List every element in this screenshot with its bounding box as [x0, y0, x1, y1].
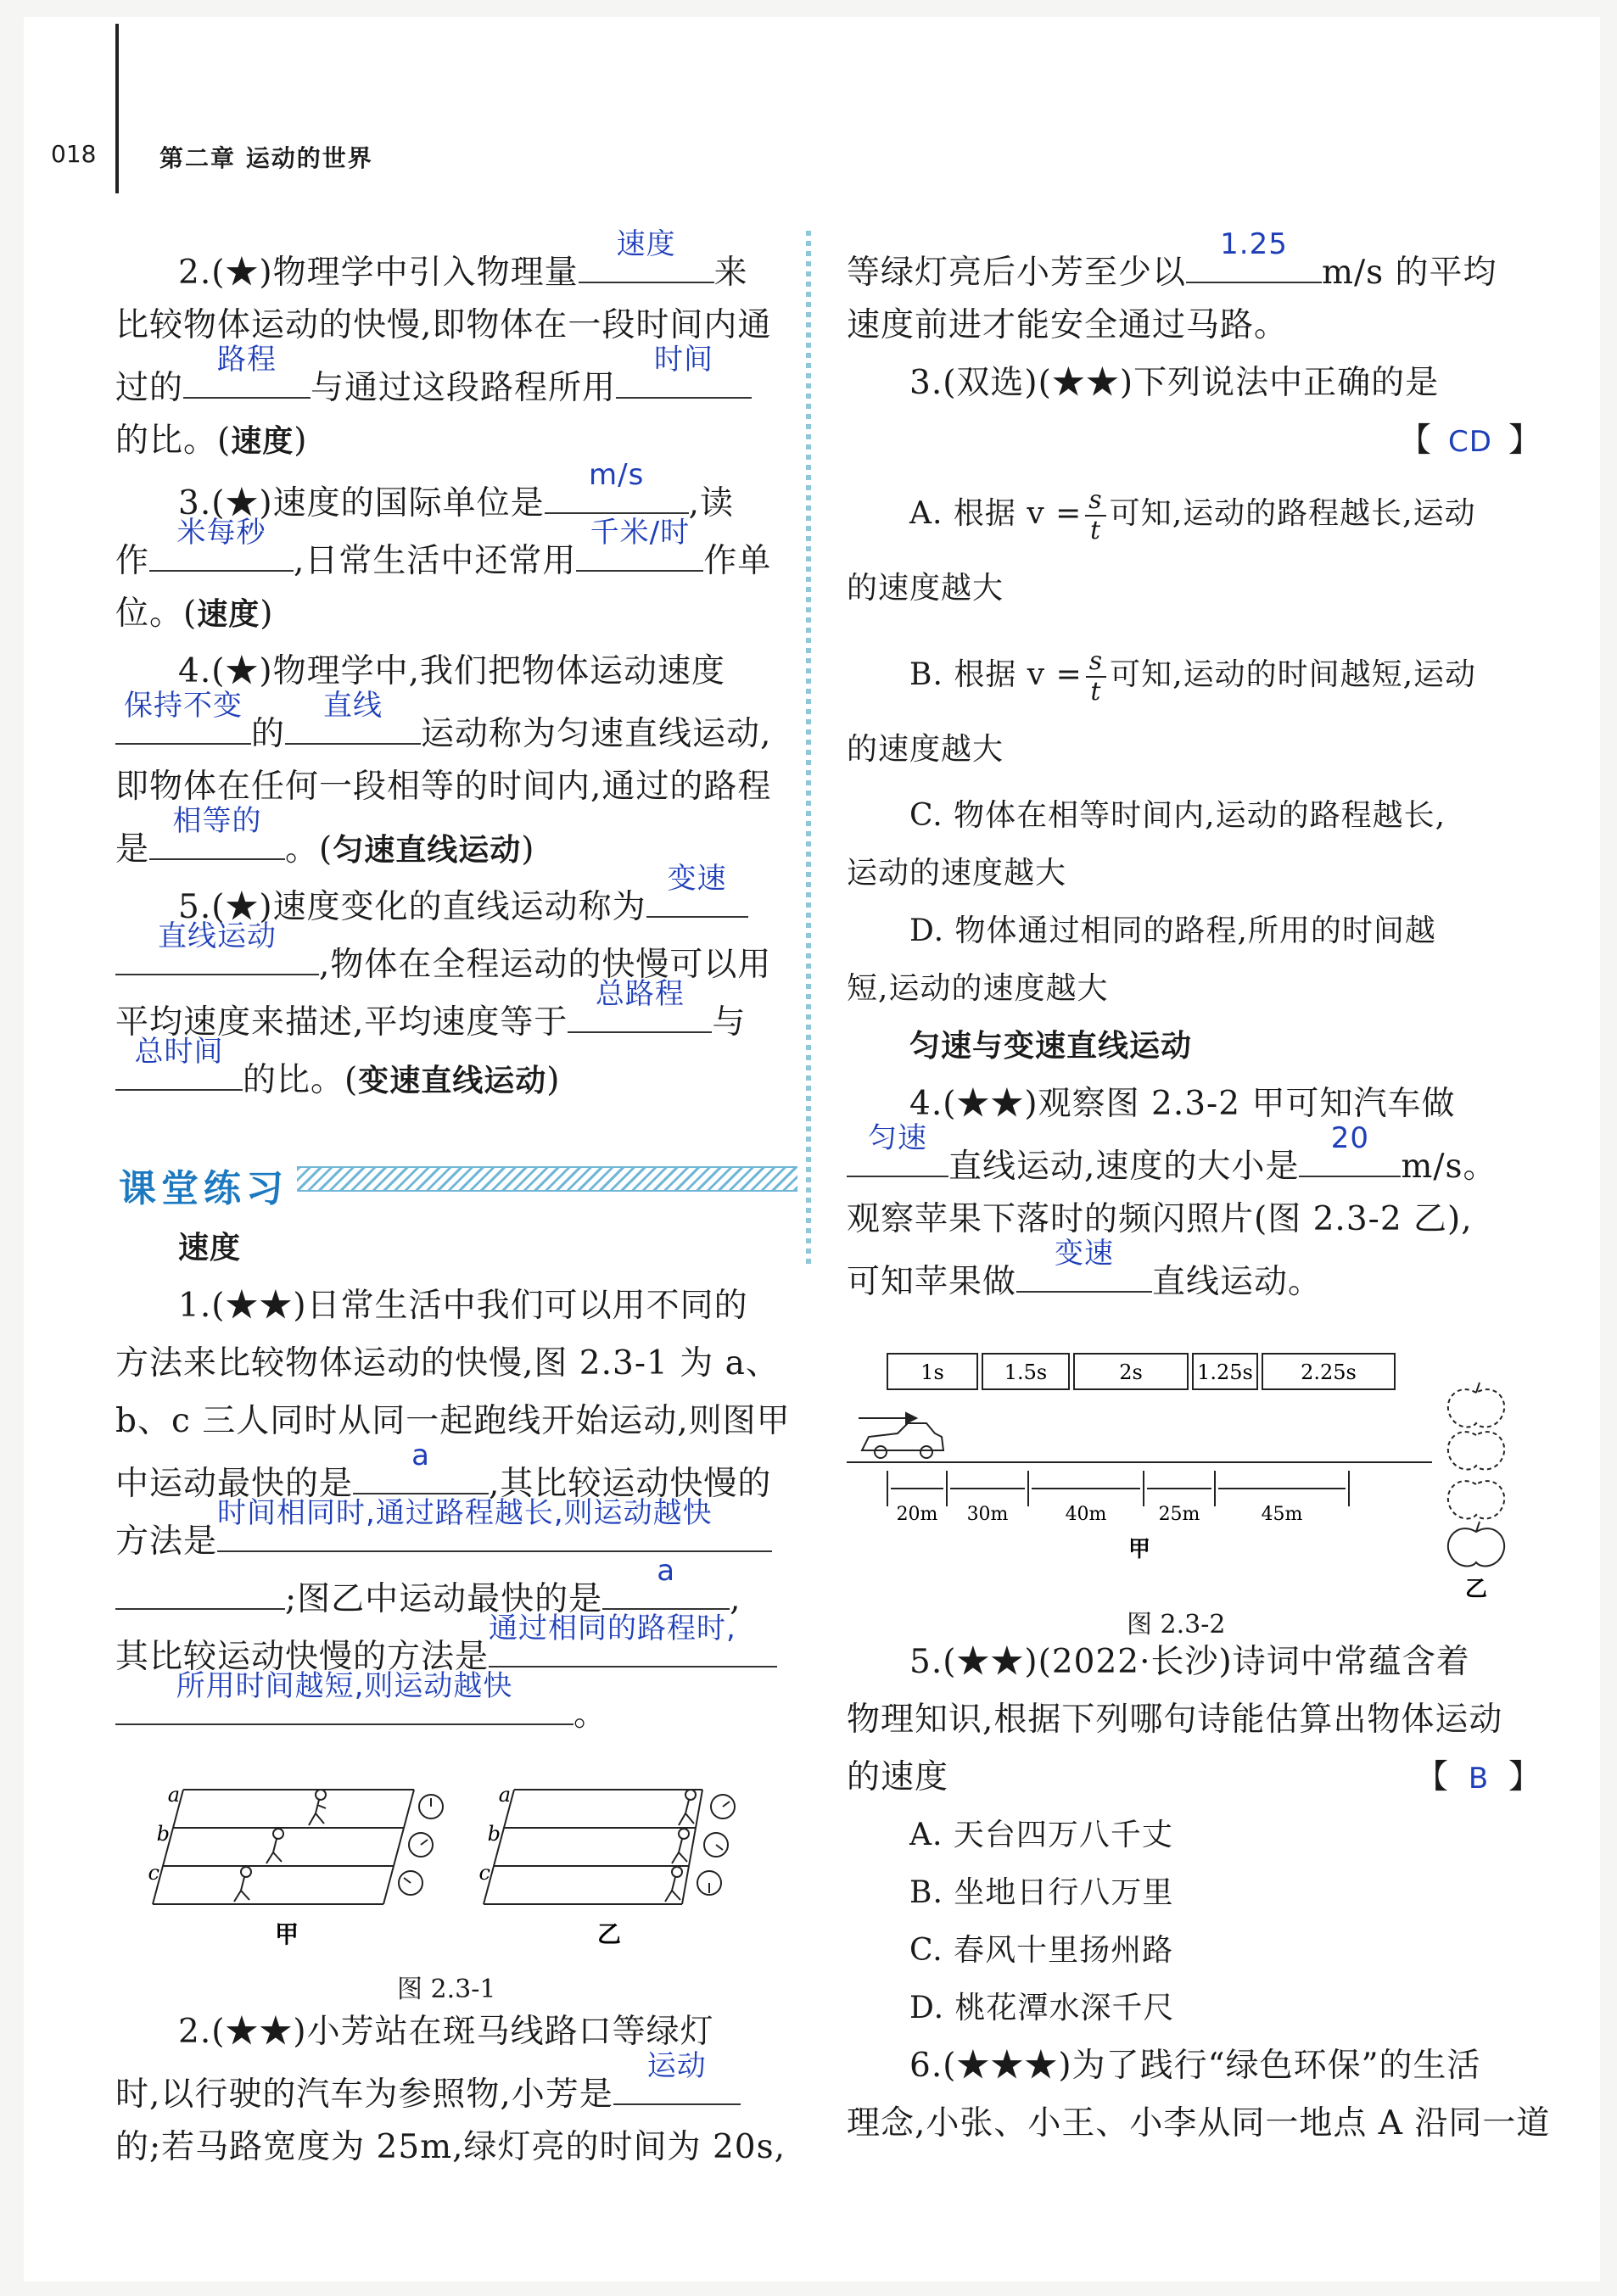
column-separator: [806, 229, 811, 1264]
chapter-title: 第二章 运动的世界: [159, 144, 373, 172]
q4-line2: 保持不变 的 直线 运动称为匀速直线运动,: [115, 701, 771, 763]
fig2-caption: 图 2.3-2: [1127, 1610, 1226, 1640]
p5-answer-bracket: 【 B 】: [1415, 1749, 1542, 1807]
figure-2-3-1: [148, 1773, 787, 1968]
answer-speed-20: 20: [1330, 1121, 1370, 1155]
answer-fastest-yi: a: [657, 1554, 676, 1588]
fig1-lane-a: a: [167, 1783, 180, 1807]
q3-line3: 位。(速度): [115, 595, 274, 633]
answer-variable-motion: 变速: [1055, 1237, 1115, 1271]
p2-line1: 2.(★★)小芳站在斑马线路口等绿灯: [178, 2013, 714, 2051]
p3-option-b-line1: B. 根据 v = $\frac{s}{t}$ 可知,运动的时间越短,运动: [909, 646, 1477, 707]
q3-line2: 作 米每秒 ,日常生活中还常用 千米/时 作单: [115, 528, 771, 590]
q5-line1: 5.(★)速度变化的直线运动称为 变速: [178, 874, 748, 936]
p2-line3: 的;若马路宽度为 25m,绿灯亮的时间为 20s,: [115, 2128, 786, 2166]
p3-line1: 3.(双选)(★★)下列说法中正确的是: [909, 364, 1440, 402]
answer-p5: B: [1468, 1762, 1490, 1796]
p5-option-a: A. 天台四万八千丈: [909, 1818, 1173, 1852]
p5-line2: 物理知识,根据下列哪句诗能估算出物体运动: [847, 1701, 1503, 1739]
fig1-yi-lane-a: a: [498, 1783, 511, 1807]
p5-line1: 5.(★★)(2022·长沙)诗词中常蕴含着: [909, 1643, 1470, 1681]
answer-method-yi-2: 所用时间越短,则运动越快: [176, 1669, 513, 1703]
answer-speed: 速度: [616, 227, 676, 261]
p1-line3: b、c 三人同时从同一起跑线开始运动,则图甲: [115, 1402, 791, 1440]
p5-line3: 的速度: [847, 1758, 949, 1796]
fraction-s-over-t: $\frac{s}{t}$: [1085, 486, 1105, 545]
p6-line2: 理念,小张、小王、小李从同一地点 A 沿同一道: [847, 2104, 1551, 2142]
time-box-label: 1.5s: [1004, 1360, 1048, 1384]
answer-km-h: 千米/时: [590, 516, 691, 550]
answer-read-as: 米每秒: [176, 516, 266, 550]
p4-line1: 4.(★★)观察图 2.3-2 甲可知汽车做: [909, 1085, 1456, 1123]
distance-label: 25m: [1158, 1504, 1200, 1525]
distance-label: 40m: [1065, 1504, 1107, 1525]
p5-option-d: D. 桃花潭水深千尺: [909, 1991, 1175, 2025]
p5-option-c: C. 春风十里扬州路: [909, 1933, 1174, 1968]
r-p2-line2: 速度前进才能安全通过马路。: [847, 306, 1289, 344]
distance-segments: [887, 1471, 1349, 1525]
fig1-lane-b: b: [156, 1822, 170, 1846]
fig1-jia: [153, 1790, 443, 1904]
p4-line4: 可知苹果做 变速 直线运动。: [847, 1249, 1322, 1311]
r-p2-line1: 等绿灯亮后小芳至少以 1.25 m/s 的平均: [847, 239, 1497, 302]
q5-line2: 直线运动 ,物体在全程运动的快慢可以用: [115, 931, 771, 994]
section-title: 课堂练习: [119, 1167, 288, 1210]
answer-total-time: 总时间: [134, 1035, 224, 1069]
p3-option-c-line1: C. 物体在相等时间内,运动的路程越长,: [909, 798, 1446, 833]
answer-constant: 保持不变: [124, 689, 243, 723]
p3-option-a-line1: A. 根据 v = $\frac{s}{t}$ 可知,运动的路程越长,运动: [909, 485, 1476, 545]
sub-heading-uniform: 匀速与变速直线运动: [909, 1029, 1193, 1064]
p1-line8: 所用时间越短,则运动越快 。: [115, 1681, 607, 1744]
distance-label: 30m: [966, 1504, 1009, 1525]
figure-2-3-2: [847, 1323, 1542, 1603]
answer-p3: CD: [1448, 425, 1492, 459]
fig1-lane-c: c: [148, 1861, 159, 1885]
answer-method-jia: 时间相同时,通过路程越长,则运动越快: [217, 1496, 713, 1530]
p1-line5: 方法是 时间相同时,通过路程越长,则运动越快: [115, 1508, 772, 1571]
fraction-s-over-t-b: $\frac{s}{t}$: [1086, 647, 1106, 707]
p3-option-b-line2: 的速度越大: [847, 732, 1004, 767]
apple-icon: [1448, 1383, 1504, 1566]
time-box-label: 2s: [1119, 1360, 1143, 1384]
answer-total-distance: 总路程: [595, 977, 685, 1011]
answer-linear-motion: 直线运动: [158, 919, 277, 953]
p3-option-a-line2: 的速度越大: [847, 571, 1004, 606]
fig1-caption: 图 2.3-1: [397, 1975, 496, 2004]
p2-line2: 时,以行驶的汽车为参照物,小芳是 运动: [115, 2061, 741, 2124]
p1-line1: 1.(★★)日常生活中我们可以用不同的: [178, 1287, 748, 1325]
fig2-label-jia: 甲: [1127, 1537, 1151, 1562]
answer-fastest-jia: a: [411, 1438, 430, 1472]
time-box-label: 2.25s: [1301, 1360, 1357, 1384]
p4-line2: 匀速 直线运动,速度的大小是 20 m/s。: [847, 1133, 1497, 1196]
q3-line1: 3.(★)速度的国际单位是 m/s ,读: [178, 470, 734, 533]
q2-line3: 过的 路程 与通过这段路程所用 时间: [115, 355, 752, 417]
section-title-hatch: [297, 1166, 797, 1192]
q4-line1: 4.(★)物理学中,我们把物体运动速度: [178, 652, 726, 690]
fig1-label-yi: 乙: [596, 1920, 622, 1948]
header-rule: [115, 24, 119, 193]
sub-heading-speed: 速度: [178, 1231, 242, 1265]
page-number: 018: [51, 140, 97, 168]
p1-line7: 其比较运动快慢的方法是 通过相同的路程时,: [115, 1623, 777, 1686]
answer-time: 时间: [654, 343, 714, 377]
p3-option-c-line2: 运动的速度越大: [847, 856, 1067, 891]
distance-label: 20m: [896, 1504, 938, 1525]
answer-moving: 运动: [646, 2049, 707, 2083]
time-box-label: 1s: [920, 1360, 944, 1384]
answer-variable: 变速: [667, 862, 727, 896]
q4-line3: 即物体在任何一段相等的时间内,通过的路程: [115, 768, 772, 806]
time-box-label: 1.25s: [1197, 1360, 1253, 1384]
fig2-label-yi: 乙: [1464, 1577, 1488, 1602]
q2-line4: 的比。(速度): [115, 422, 308, 460]
fig1-yi-lane-c: c: [478, 1861, 490, 1885]
p3-option-d-line2: 短,运动的速度越大: [847, 971, 1109, 1006]
q4-line4: 是 相等的 。(匀速直线运动): [115, 816, 534, 880]
fig1-label-jia: 甲: [274, 1920, 299, 1948]
q5-line4: 总时间 的比。(变速直线运动): [115, 1047, 560, 1110]
answer-uniform: 匀速: [868, 1121, 927, 1155]
fig1-yi: [484, 1790, 735, 1904]
car-icon: [859, 1413, 943, 1458]
answer-method-yi-1: 通过相同的路程时,: [489, 1612, 736, 1645]
answer-si-unit: m/s: [589, 458, 645, 492]
p5-option-b: B. 坐地日行八万里: [909, 1875, 1174, 1910]
distance-label: 45m: [1261, 1504, 1303, 1525]
fig1-yi-lane-b: b: [487, 1822, 501, 1846]
q5-line3: 平均速度来描述,平均速度等于 总路程 与: [115, 989, 746, 1052]
q2-line2: 比较物体运动的快慢,即物体在一段时间内通: [115, 306, 772, 344]
answer-straight: 直线: [323, 689, 383, 723]
p6-line1: 6.(★★★)为了践行“绿色环保”的生活: [909, 2047, 1481, 2085]
answer-path: 路程: [217, 343, 277, 377]
p1-line4: 中运动最快的是 a ,其比较运动快慢的: [115, 1450, 771, 1513]
question-2-left: 2.(★)物理学中引入物理量 速度 来: [178, 239, 748, 302]
time-boxes: [887, 1354, 1395, 1389]
p1-line2: 方法来比较物体运动的快慢,图 2.3-1 为 a、: [115, 1344, 780, 1383]
answer-equal: 相等的: [172, 804, 262, 838]
p4-line3: 观察苹果下落时的频闪照片(图 2.3-2 乙),: [847, 1200, 1473, 1238]
page: [24, 17, 1600, 2282]
p1-line6: ;图乙中运动最快的是 a ,: [115, 1566, 741, 1628]
p3-answer-bracket: 【 CD 】: [1398, 412, 1542, 471]
p3-option-d-line1: D. 物体通过相同的路程,所用的时间越: [909, 913, 1436, 948]
answer-min-speed: 1.25: [1220, 227, 1288, 261]
